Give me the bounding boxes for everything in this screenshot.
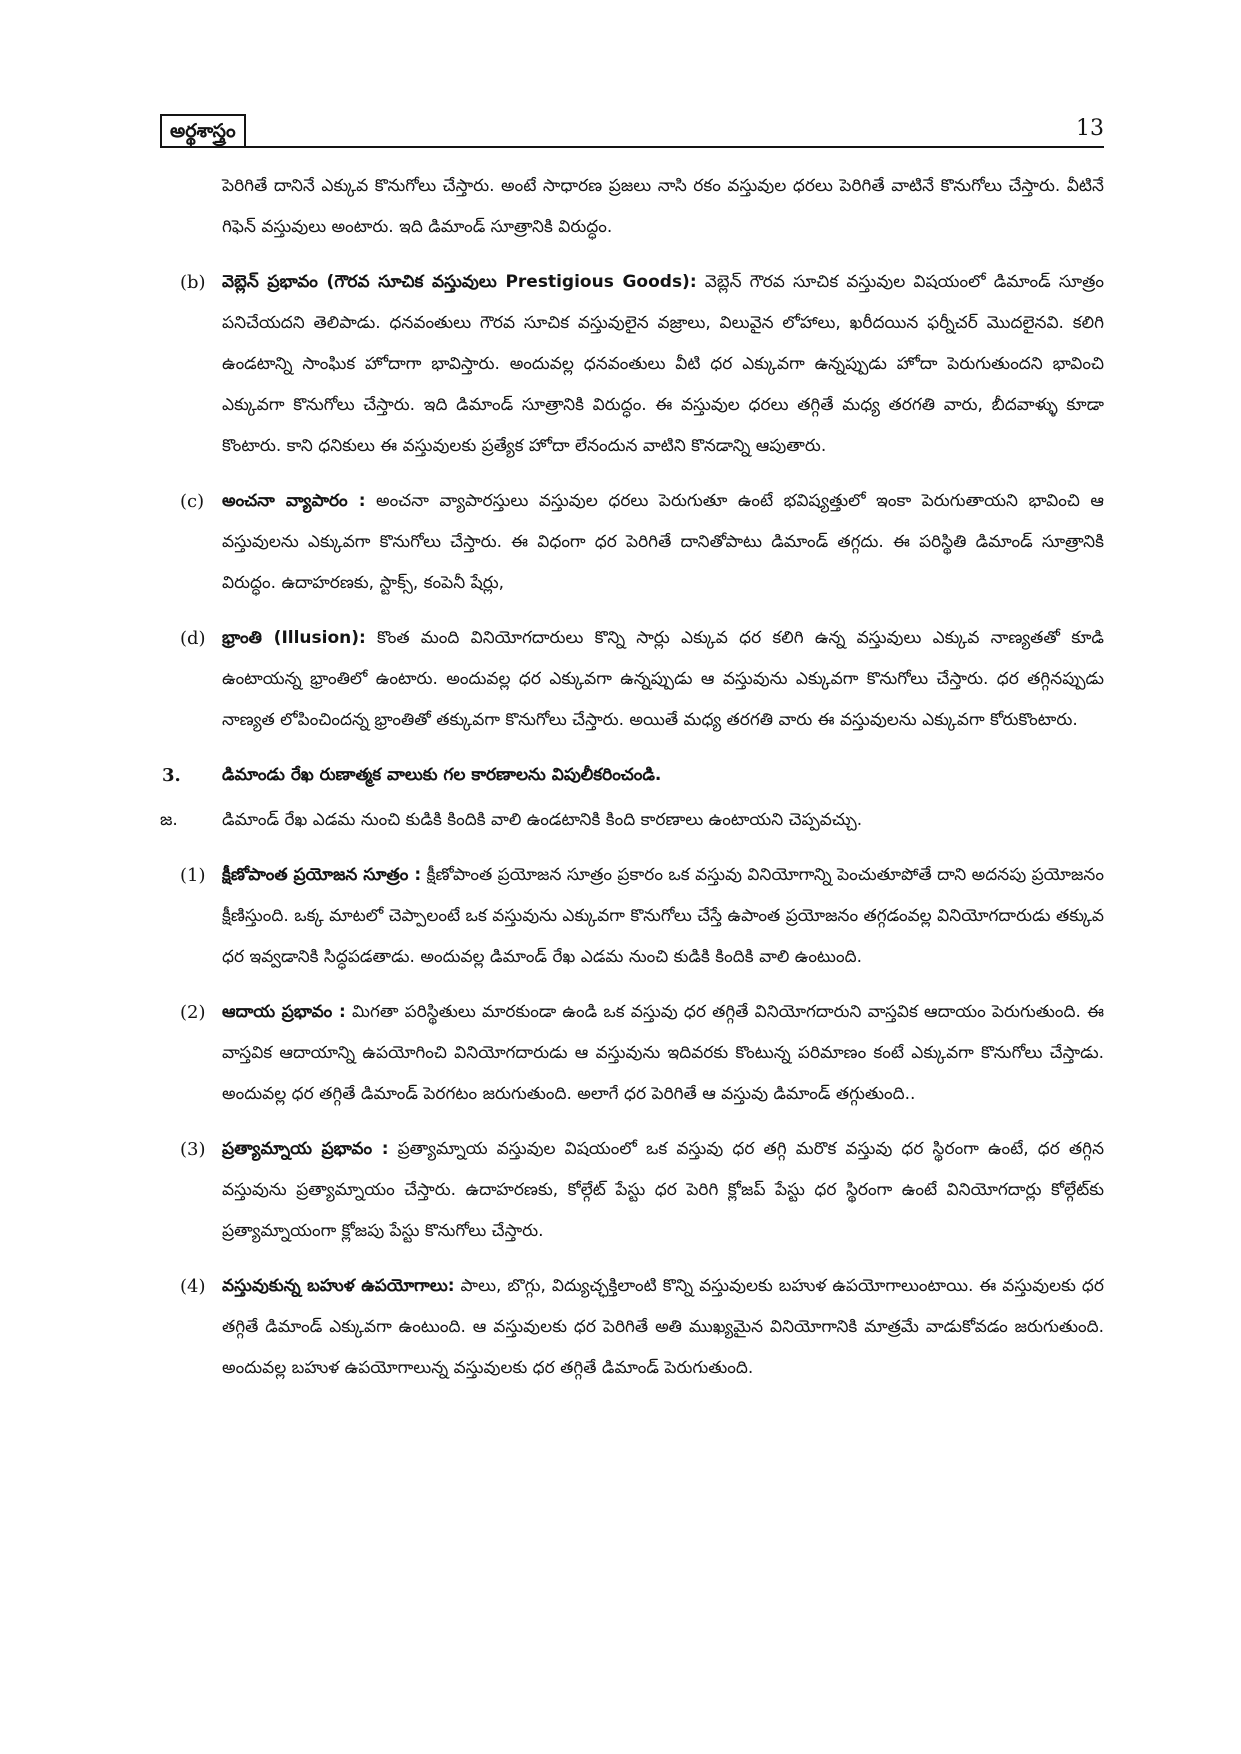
answer-text: డిమాండ్ రేఖ ఎడమ నుంచి కుడికి కిందికి వాలి ఉండటానికి కింది కారణాలు ఉంటాయని చెప్పవచ్చు. (222, 810, 863, 830)
item-label: (d) (180, 628, 206, 649)
item-text: పాలు, బొగ్గు, విద్యుచ్ఛక్తిలాంటి కొన్ని వస్తువులకు బహుళ ఉపయోగాలుంటాయి. ఈ వస్తువులకు ధర తగ్గితే డిమాండ్ ఎక్కువగా ఉంటుంది. ఆ వస్తువులకు ధర పెరిగితే అతి ముఖ్యమైన వినియోగానికి మాత్రమే వాడుకోవడం జరుగుతుంది. అందువల్ల బహుళ ఉపయోగాలున్న వస్తువులకు ధర తగ్గితే డిమాండ్ పెరుగుతుంది. (222, 1276, 1105, 1378)
list-item (160, 1266, 1104, 1389)
header-rule (160, 146, 1104, 148)
item-term: క్షీణోపాంత ప్రయోజన సూత్రం : (222, 865, 422, 885)
list-item (160, 992, 1104, 1115)
answer-label: జ. (160, 810, 178, 830)
item-term: వస్తువుకున్న బహుళ ఉపయోగాలు: (222, 1276, 455, 1296)
page-header (160, 114, 1104, 148)
list-item (160, 618, 1104, 741)
item-text: క్షీణోపాంత ప్రయోజన సూత్రం ప్రకారం ఒక వస్తువు వినియోగాన్ని పెంచుతూపోతే దాని అదనపు ప్రయోజనం క్షీణిస్తుంది. ఒక్క మాటలో చెప్పాలంటే ఒక వస్తువును ఎక్కువగా కొనుగోలు చేస్తే ఉపాంత ప్రయోజనం తగ్గడంవల్ల వినియోగదారుడు తక్కువ ధర ఇవ్వడానికి సిద్ధపడతాడు. అందువల్ల డిమాండ్ రేఖ ఎడమ నుంచి కుడికి కిందికి వాలి ఉంటుంది. (222, 865, 1104, 967)
item-term: అంచనా వ్యాపారం : (222, 491, 366, 511)
continued-paragraph: పెరిగితే దానినే ఎక్కువ కొనుగోలు చేస్తారు. అంటే సాధారణ ప్రజలు నాసి రకం వస్తువుల ధరలు పెరిగితే వాటినే కొనుగోలు చేస్తారు. వీటినే గిఫెన్ వస్తువులు అంటారు. ఇది డిమాండ్ సూత్రానికి విరుద్ధం. (222, 176, 1104, 237)
item-term: వెబ్లెన్ ప్రభావం (గౌరవ సూచిక వస్తువులు Prestigious Goods): (222, 272, 697, 292)
list-item (160, 1129, 1104, 1252)
item-text: కొంత మంది వినియోగదారులు కొన్ని సార్లు ఎక్కువ ధర కలిగి ఉన్న వస్తువులు ఎక్కువ నాణ్యతతో కూడి ఉంటాయన్న భ్రాంతిలో ఉంటారు. అందువల్ల ధర ఎక్కువగా ఉన్నప్పుడు ఆ వస్తువును ఎక్కువగా కొనుగోలు చేస్తారు. ధర తగ్గినప్పుడు నాణ్యత లోపించిందన్న భ్రాంతితో తక్కువగా కొనుగోలు చేస్తారు. అయితే మధ్య తరగతి వారు ఈ వస్తువులను ఎక్కువగా కోరుకొంటారు. (222, 628, 1105, 730)
item-text: ప్రత్యామ్నాయ వస్తువుల విషయంలో ఒక వస్తువు ధర తగ్గి మరొక వస్తువు ధర స్థిరంగా ఉంటే, ధర తగ్గిన వస్తువును ప్రత్యామ్నాయం చేస్తారు. ఉదాహరణకు, కోల్గేట్ పేస్టు ధర పెరిగి క్లోజప్ పేస్టు ధర స్థిరంగా ఉంటే వినియోగదార్లు కోల్గేట్‌కు ప్రత్యామ్నాయంగా క్లోజపు పేస్టు కొనుగోలు చేస్తారు. (222, 1139, 1104, 1241)
item-term: ప్రత్యామ్నాయ ప్రభావం : (222, 1139, 389, 1159)
item-label: (b) (180, 272, 206, 293)
page-body (160, 166, 1104, 1389)
item-text: మిగతా పరిస్థితులు మారకుండా ఉండి ఒక వస్తువు ధర తగ్గితే వినియోగదారుని వాస్తవిక ఆదాయం పెరుగుతుంది. ఈ వాస్తవిక ఆదాయాన్ని ఉపయోగించి వినియోగదారుడు ఆ వస్తువును ఇదివరకు కొంటున్న పరిమాణం కంటే ఎక్కువగా కొనుగోలు చేస్తాడు. అందువల్ల ధర తగ్గితే డిమాండ్ పెరగటం జరుగుతుంది. అలాగే ధర పెరిగితే ఆ వస్తువు డిమాండ్ తగ్గుతుంది.. (222, 1002, 1105, 1104)
list-item (160, 855, 1104, 978)
item-label: (2) (180, 1002, 206, 1023)
item-text: వెబ్లెన్ గౌరవ సూచిక వస్తువుల విషయంలో డిమాండ్ సూత్రం పనిచేయదని తెలిపాడు. ధనవంతులు గౌరవ సూచిక వస్తువులైన వజ్రాలు, విలువైన లోహాలు, ఖరీదయిన ఫర్నీచర్ మొదలైనవి. కలిగి ఉండటాన్ని సాంఘిక హోదాగా భావిస్తారు. అందువల్ల ధనవంతులు వీటి ధర ఎక్కువగా ఉన్నప్పుడు హోదా పెరుగుతుందని భావించి ఎక్కువగా కొనుగోలు చేస్తారు. ఇది డిమాండ్ సూత్రానికి విరుద్ధం. ఈ వస్తువుల ధరలు తగ్గితే మధ్య తరగతి వారు, బీదవాళ్ళు కూడా కొంటారు. కాని ధనికులు ఈ వస్తువులకు ప్రత్యేక హోదా లేనందున వాటిని కొనడాన్ని ఆపుతారు. (222, 272, 1104, 456)
item-label: (4) (180, 1276, 206, 1297)
item-text: అంచనా వ్యాపారస్తులు వస్తువుల ధరలు పెరుగుతూ ఉంటే భవిష్యత్తులో ఇంకా పెరుగుతాయని భావించి ఆ వస్తువులను ఎక్కువగా కొనుగోలు చేస్తారు. ఈ విధంగా ధర పెరిగితే దానితోపాటు డిమాండ్ తగ్గదు. ఈ పరిస్థితి డిమాండ్ సూత్రానికి విరుద్ధం. ఉదాహరణకు, స్టాక్స్, కంపెనీ షేర్లు, (222, 491, 1104, 593)
list-item (160, 262, 1104, 467)
answer-intro (160, 800, 1104, 841)
question-number: 3. (162, 765, 181, 786)
list-item (160, 481, 1104, 604)
item-label: (1) (180, 865, 206, 886)
item-term: భ్రాంతి (Illusion): (222, 628, 366, 648)
item-label: (3) (180, 1139, 206, 1160)
question-text: డిమాండు రేఖ రుణాత్మక వాలుకు గల కారణాలను విపులీకరించండి. (222, 765, 662, 785)
running-title: అర్థశాస్త్రం (160, 114, 246, 146)
item-term: ఆదాయ ప్రభావం : (222, 1002, 346, 1022)
page-number: 13 (1076, 116, 1104, 141)
question-heading (160, 755, 1104, 796)
item-label: (c) (180, 491, 205, 512)
